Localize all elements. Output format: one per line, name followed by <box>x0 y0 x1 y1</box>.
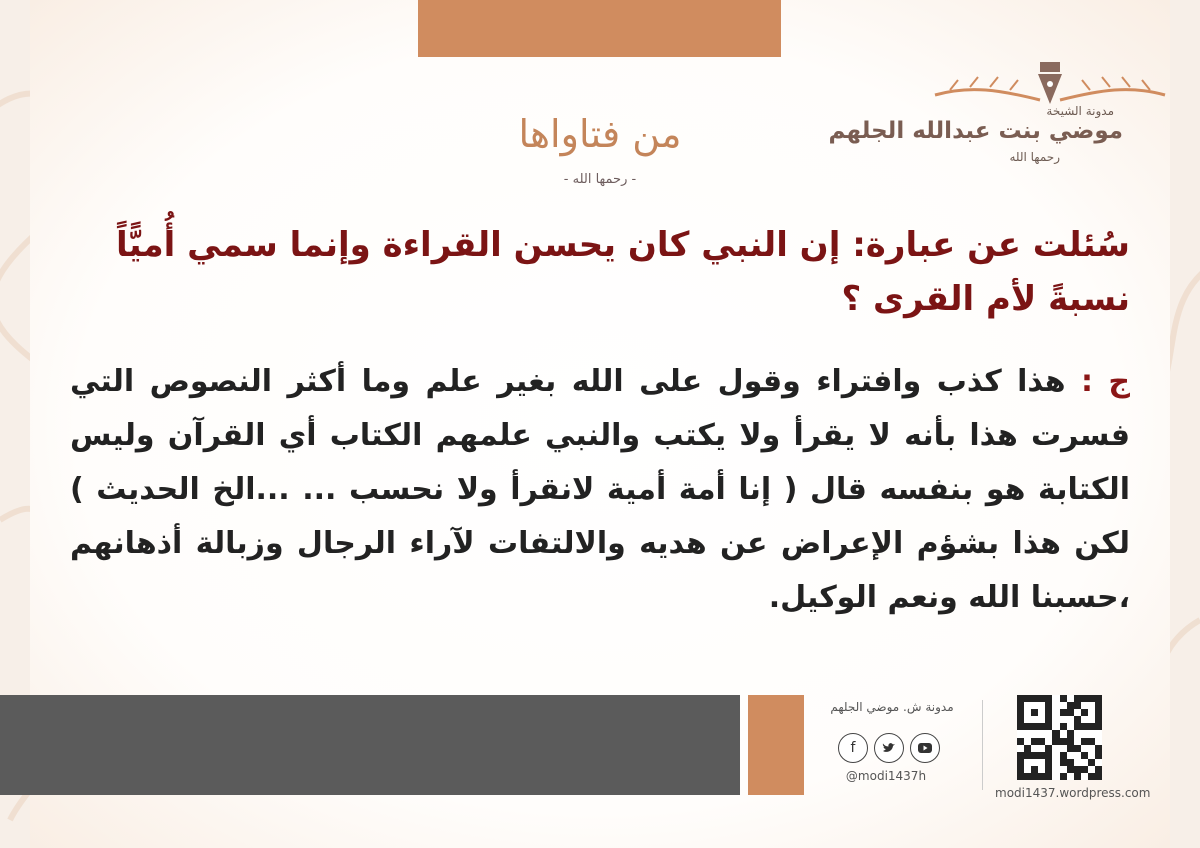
blog-rip: رحمها الله <box>1009 150 1060 164</box>
footer-accent <box>748 695 804 795</box>
answer-text: هذا كذب وافتراء وقول على الله بغير علم وما أكثر النصوص التي فسرت هذا بأنه لا يقرأ ولا يكتب والنبي علمهم الكتاب أي القرآن وليس الكتابة هو بنفسه قال ( إنا أمة أمية لانقرأ ولا نحسب ... ...الخ الحديث ) لكن هذا بشؤم الإعراض عن هديه والالتفات لآراء الرجال وزبالة أذهانهم ،حسبنا الله ونعم الوكيل. <box>70 364 1130 615</box>
social-links <box>838 733 940 763</box>
footer-blog-label: مدونة ش. موضي الجلهم <box>830 700 954 714</box>
blog-name: موضي بنت عبدالله الجلهم <box>828 118 1123 144</box>
pen-nib-icon <box>930 60 1170 105</box>
section-subtitle: - رحمها الله - <box>563 172 637 187</box>
facebook-icon[interactable]: f <box>838 733 868 763</box>
answer-marker: ج : <box>1080 364 1130 399</box>
twitter-icon[interactable] <box>874 733 904 763</box>
social-handle[interactable]: @modi1437h <box>845 769 927 783</box>
website-url[interactable]: modi1437.wordpress.com <box>995 786 1151 800</box>
blog-subtitle: مدونة الشيخة <box>1046 104 1114 118</box>
footer-divider <box>982 700 983 790</box>
qr-code <box>1017 695 1102 780</box>
section-title: من فتاواها <box>518 112 682 156</box>
top-accent-bar <box>418 0 781 57</box>
youtube-icon[interactable] <box>910 733 940 763</box>
answer-block <box>70 355 1130 625</box>
question-text: سُئلت عن عبارة: إن النبي كان يحسن القراءة وإنما سمي أُميًّاً نسبةً لأم القرى ؟ <box>115 225 1130 319</box>
footer-bar <box>0 695 740 795</box>
